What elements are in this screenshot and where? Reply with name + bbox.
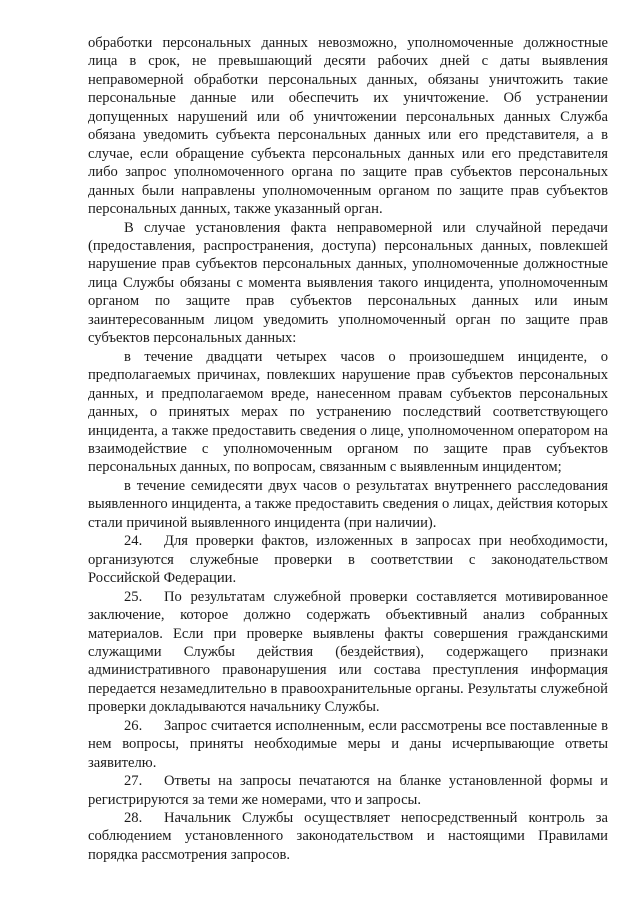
clause-text: По результатам служебной проверки составляется мотивированное заключение, которое должно содержать объективный анализ собранных материалов. Если при проверке выявлены факты совершения гражданскими служащими Службы действия (бездействия), содержащего признаки административного правонарушения или состава преступления информация передается незамедлительно в правоохранительные органы. Результаты служебной проверки докладываются начальнику Службы. <box>88 588 608 716</box>
clause-26 <box>88 717 608 772</box>
clause-text: Начальник Службы осуществляет непосредственный контроль за соблюдением установленного законодательством и настоящими Правилами порядка рассмотрения запросов. <box>88 810 608 863</box>
paragraph-continuation: обработки персональных данных невозможно, уполномоченные должностные лица в срок, не превышающий десяти рабочих дней с даты выявления неправомерной обработки персональных данных, обязаны уничтожить такие персональные данные или обеспечить их уничтожение. Об устранении допущенных нарушений или об уничтожении персональных данных Служба обязана уведомить субъекта персональных данных или его представителя, а в случае, если обращение субъекта персональных данных или его представителя либо запрос уполномоченного органа по защите прав субъектов персональных данных были направлены уполномоченным органом по защите прав субъектов персональных данных, также указанный орган. <box>88 35 608 218</box>
document-page <box>88 34 608 864</box>
clause-27 <box>88 772 608 809</box>
clause-24 <box>88 532 608 587</box>
clause-28 <box>88 809 608 864</box>
clause-number: 25. <box>124 588 143 605</box>
paragraph-24-hours: в течение двадцати четырех часов о произошедшем инциденте, о предполагаемых причинах, повлекших нарушение прав субъектов персональных данных, и предполагаемом вреде, нанесенном правам субъектов персональных данных, о принятых мерах по устранению последствий соответствующего инцидента, а также предоставить сведения о лице, уполномоченном оператором на взаимодействие с уполномоченным органом по защите прав субъектов персональных данных, по вопросам, связанным с выявленным инцидентом; <box>88 348 608 476</box>
clause-number: 26. <box>124 717 143 734</box>
clause-text: Для проверки фактов, изложенных в запросах при необходимости, организуются служебные проверки в соответствии с законодательством Российской Федерации. <box>88 533 608 587</box>
clause-text: Ответы на запросы печатаются на бланке установленной формы и регистрируются за теми же номерами, что и запросы. <box>88 773 608 808</box>
clause-number: 24. <box>124 533 143 550</box>
clause-25 <box>88 588 608 717</box>
clause-text: Запрос считается исполненным, если рассмотрены все поставленные в нем вопросы, приняты необходимые меры и даны исчерпывающие ответы заявителю. <box>88 717 608 771</box>
paragraph-72-hours: в течение семидесяти двух часов о результатах внутреннего расследования выявленного инцидента, а также предоставить сведения о лицах, действия которых стали причиной выявленного инцидента (при наличии). <box>88 477 608 531</box>
clause-number: 28. <box>124 810 143 827</box>
clause-number: 27. <box>124 773 143 790</box>
paragraph-breach-notification: В случае установления факта неправомерной или случайной передачи (предоставления, распространения, доступа) персональных данных, повлекшей нарушение прав субъектов персональных данных, уполномоченные должностные лица Службы обязаны с момента выявления такого инцидента, уполномоченным органом по защите прав субъектов персональных данных или иным заинтересованным лицом уведомить уполномоченный орган по защите прав субъектов персональных данных: <box>88 219 608 347</box>
